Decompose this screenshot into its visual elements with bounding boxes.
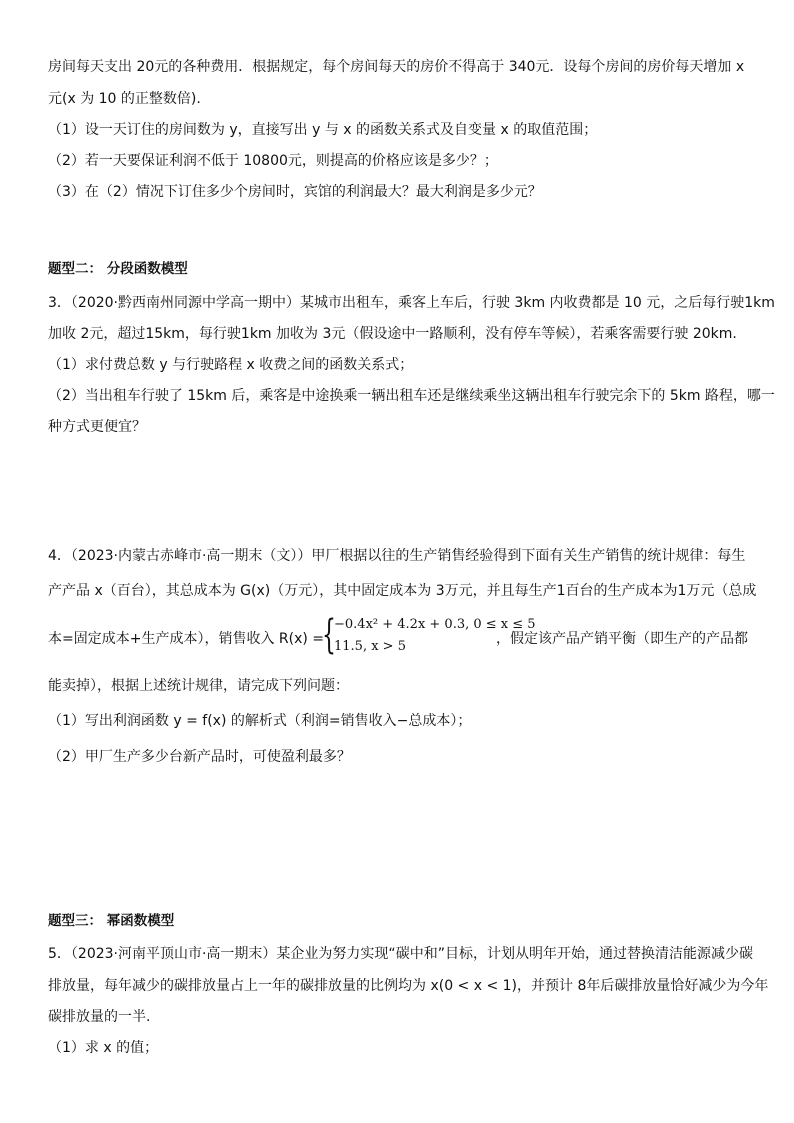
q5-line2: 排放量，每年减少的碳排放量占上一年的碳排放量的比例均为 x(0 < x < 1)，并预计 8年后碳排放量恰好减少为今年 [48, 978, 769, 994]
q5-line1: 5．（2023·河南平顶山市·高一期末）某企业为努力实现“碳中和”目标，计划从明年开始，通过替换清洁能源减少碳 [48, 946, 753, 962]
q2-continued-line2: 元(x 为 10 的正整数倍). [48, 91, 201, 107]
q4-line1: 4．（2023·内蒙古赤峰市·高一期末（文））甲厂根据以往的生产销售经验得到下面有关生产销售的统计规律：每生 [48, 548, 746, 564]
q4-line3-suffix: ，假定该产品产销平衡（即生产的产品都 [496, 631, 748, 647]
q5-line3: 碳排放量的一半. [48, 1009, 151, 1025]
q3-part1: （1）求付费总数 y 与行驶路程 x 收费之间的函数关系式； [48, 357, 414, 373]
q3-part2-line2: 种方式更便宜？ [48, 419, 146, 435]
q4-line4: 能卖掉），根据上述统计规律，请完成下列问题： [48, 678, 349, 694]
section2-heading: 题型二： 分段函数模型 [48, 261, 188, 277]
q3-line1: 3．（2020·黔西南州同源中学高一期中）某城市出租车，乘客上车后，行驶 3km 内收费都是 10 元，之后每行驶1km [48, 295, 775, 311]
q4-part2: （2）甲厂生产多少台新产品时，可使盈利最多？ [48, 749, 351, 765]
brace-symbol: { [322, 612, 336, 658]
piece-case-2: 11.5, x > 5 [334, 639, 406, 654]
piece-case-1: −0.4x² + 4.2x + 0.3, 0 ≤ x ≤ 5 [334, 617, 536, 632]
q5-part1: （1）求 x 的值； [48, 1040, 159, 1056]
q2-part2: （2）若一天要保证利润不低于 10800元，则提高的价格应该是多少？； [48, 153, 498, 169]
q2-continued-line1: 房间每天支出 20元的各种费用．根据规定，每个房间每天的房价不得高于 340元．设每个房间的房价每天增加 x [48, 59, 745, 75]
q2-part1: （1）设一天订住的房间数为 y，直接写出 y 与 x 的函数关系式及自变量 x 的取值范围； [48, 122, 598, 138]
q3-line2: 加收 2元，超过15km，每行驶1km 加收为 3元（假设途中一路顺利，没有停车等候），若乘客需要行驶 20km. [48, 326, 737, 342]
q2-part3: （3）在（2）情况下订住多少个房间时，宾馆的利润最大？最大利润是多少元？ [48, 184, 542, 200]
q4-part1: （1）写出利润函数 y = f(x) 的解析式（利润=销售收入−总成本）； [48, 713, 472, 729]
q4-line2: 产产品 x（百台），其总成本为 G(x)（万元），其中固定成本为 3万元，并且每生产1百台的生产成本为1万元（总成 [48, 583, 757, 599]
q3-part2-line1: （2）当出租车行驶了 15km 后，乘客是中途换乘一辆出租车还是继续乘坐这辆出租车行驶完余下的 5km 路程，哪一 [48, 388, 775, 404]
section3-heading: 题型三： 幂函数模型 [48, 913, 175, 929]
q4-line3-prefix: 本=固定成本+生产成本），销售收入 R(x) = [48, 631, 325, 647]
